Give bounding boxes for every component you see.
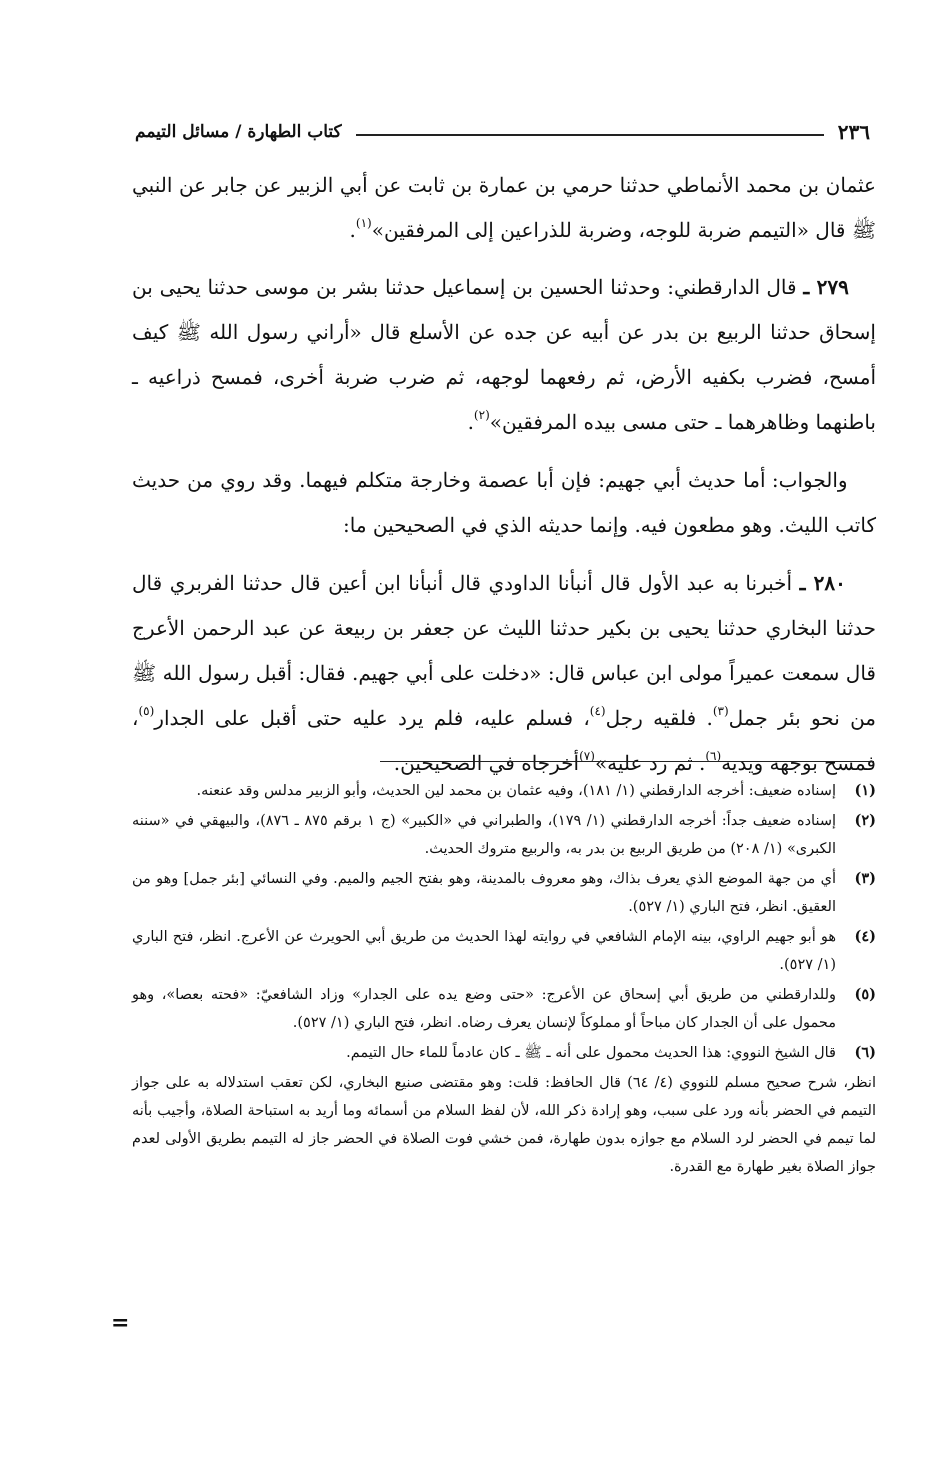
continuation-mark: = <box>111 1310 130 1336</box>
paragraph-text: عثمان بن محمد الأنماطي حدثنا حرمي بن عمارة بن ثابت عن أبي الزبير عن جابر عن النبي ﷺ قال «التيمم ضربة للوجه، وضربة للذراعين إلى المرفقين» <box>132 173 876 242</box>
footnote-text: أي من جهة الموضع الذي يعرف بذاك، وهو معروف بالمدينة، وهو بفتح الجيم والميم. وفي النسائي [بئر جمل] وهو من العقيق. انظر، فتح الباري (١/ ٥٢٧). <box>132 871 836 915</box>
page-number: ٢٣٦ <box>837 120 870 144</box>
hadith-number: ٢٨٠ ـ <box>799 571 846 595</box>
footnote-number: (٦) <box>854 1044 876 1061</box>
paragraph-text: والجواب: أما حديث أبي جهيم: فإن أبا عصمة وخارجة متكلم فيهما. وقد روي من حديث كاتب الليث. وهو مطعون فيه. وإنما حديثه الذي في الصحيحين ما: <box>132 468 876 537</box>
footnote-number: (٣) <box>854 870 876 887</box>
paragraph-continuation: عثمان بن محمد الأنماطي حدثنا حرمي بن عمارة بن ثابت عن أبي الزبير عن جابر عن النبي ﷺ قال «التيمم ضربة للوجه، وضربة للذراعين إلى المرفقين»$^{(١)}$. <box>132 173 876 242</box>
answer-paragraph <box>132 458 876 548</box>
paragraph-text: . ثم رد عليه» <box>594 751 706 775</box>
paragraph-text: ، فسلم عليه، فلم يرد عليه حتى أقبل على الجدار <box>154 706 590 730</box>
footnote-item <box>132 981 876 1037</box>
hadith-280 <box>132 561 876 786</box>
footnote-number: (١) <box>854 782 876 799</box>
footnote-text: هو أبو جهيم الراوي، بينه الإمام الشافعي في روايته لهذا الحديث من طريق أبي الحويرث عن الأعرج. انظر، فتح الباري (١/ ٥٢٧). <box>132 929 836 973</box>
footnote-ref: (٧) <box>579 749 595 764</box>
footnote-separator <box>380 761 874 762</box>
footnote-ref: (٦) <box>705 749 722 764</box>
footnote-ref: (٣) <box>712 704 729 719</box>
footnote-number: (٥) <box>854 986 876 1003</box>
footnote-item <box>132 923 876 979</box>
chapter-title: كتاب الطهارة / مسائل التيمم <box>135 122 342 142</box>
footnote-number: (٢) <box>854 812 876 829</box>
footnote-item <box>132 777 876 805</box>
footnote-ref: (٤) <box>589 704 606 719</box>
header-rule <box>356 134 824 136</box>
footnote-item <box>132 865 876 921</box>
hadith-279: ٢٧٩ ـ قال الدارقطني: وحدثنا الحسين بن إسماعيل حدثنا بشر بن موسى حدثنا يحيى بن إسحاق حدثنا الربيع بن بدر عن أبيه عن جده عن الأسلع قال «أراني رسول الله ﷺ كيف أمسح، فضرب بكفيه الأرض، ثم رفعهما لوجهه، ثم ضرب ضربة أخرى، فمسح ذراعيه ـ باطنهما وظاهرهما ـ حتى مسى بيده المرفقين»$^{(٢)}$. <box>132 275 876 434</box>
footnotes <box>132 777 876 1181</box>
footnote-text: إسناده ضعيف جداً: أخرجه الدارقطني (١/ ١٧٩)، والطبراني في «الكبير» (ج ١ برقم ٨٧٥ ـ ٨٧٦)، والبيهقي في «سننه الكبرى» (١/ ٢٠٨) من طريق الربيع بن بدر به، والربيع متروك الحديث. <box>132 813 837 857</box>
paragraph-text: أخبرنا به عبد الأول قال أنبأنا الداودي قال أنبأنا ابن أعين قال حدثنا الفربري قال حدثنا البخاري حدثنا يحيى بن بكير حدثنا الليث عن جعفر بن ربيعة عن عبد الرحمن الأعرج قال سمعت عميراً مولى ابن عباس قال: «دخلت على أبي جهيم. فقال: أقبل رسول الله ﷺ من نحو بئر جمل <box>132 571 877 730</box>
footnote-ref: (٢) <box>473 408 490 423</box>
footnote-text: قال الشيخ النووي: هذا الحديث محمول على أنه ـ ﷺ ـ كان عادماً للماء حال التيمم. <box>346 1045 836 1061</box>
footnote-6-continuation: انظر، شرح صحيح مسلم للنووي (٤/ ٦٤) قال الحافظ: قلت: وهو مقتضى صنيع البخاري، لكن تعقب استدلاله به على جواز التيمم في الحضر بأنه ورد على سبب، وهو إرادة ذكر الله، لأن لفظ السلام من أسمائه وما أريد به استباحة الصلاة، وأجيب بأنه لما تيمم في الحضر لرد السلام مع جوازه بدون طهارة، فمن خشي فوت الصلاة في الحضر جاز له التيمم بطريق الأولى لعدم جواز الصلاة بغير طهارة مع القدرة. <box>132 1075 876 1175</box>
paragraph-text: . فلقيه رجل <box>605 706 713 730</box>
running-header <box>135 108 870 142</box>
main-text <box>132 163 876 799</box>
footnote-number: (٤) <box>854 928 876 945</box>
hadith-number: ٢٧٩ ـ <box>803 275 849 299</box>
paragraph-text: ، فمسح بوجهه ويديه <box>132 706 876 775</box>
footnote-item <box>132 807 876 863</box>
paragraph-text: أخرجاه في الصحيحين. <box>393 751 580 775</box>
footnote-item <box>132 1039 876 1067</box>
footnote-text: إسناده ضعيف: أخرجه الدارقطني (١/ ١٨١)، وفيه عثمان بن محمد لين الحديث، وأبو الزبير مدلس وقد عنعنه. <box>196 783 836 799</box>
paragraph-text: قال الدارقطني: وحدثنا الحسين بن إسماعيل حدثنا بشر بن موسى حدثنا يحيى بن إسحاق حدثنا الربيع بن بدر عن أبيه عن جده عن الأسلع قال «أراني رسول الله ﷺ كيف أمسح، فضرب بكفيه الأرض، ثم رفعهما لوجهه، ثم ضرب ضربة أخرى، فمسح ذراعيه ـ باطنهما وظاهرهما ـ حتى مسى بيده المرفقين» <box>132 275 876 434</box>
footnote-ref: (١) <box>355 216 372 231</box>
footnote-text: وللدارقطني من طريق أبي إسحاق عن الأعرج: «حتى وضع يده على الجدار» وزاد الشافعيّ: «فحته بعصا»، وهو محمول على أن الجدار كان مباحاً أو مملوكاً لإنسان يعرف رضاه. انظر، فتح الباري (١/ ٥٢٧). <box>132 987 836 1031</box>
footnote-ref: (٥) <box>138 704 155 719</box>
